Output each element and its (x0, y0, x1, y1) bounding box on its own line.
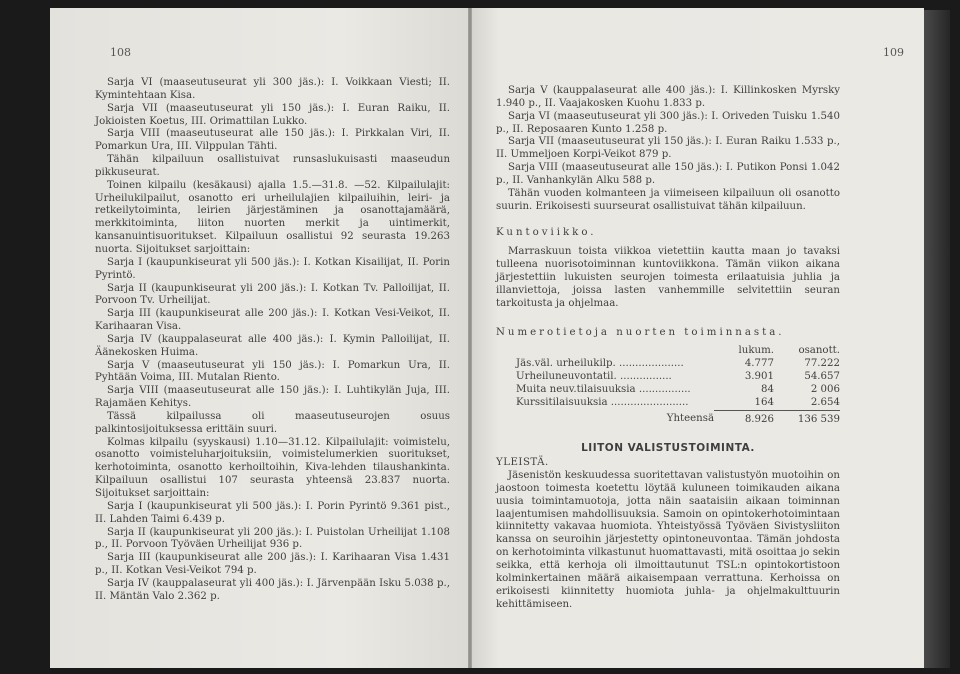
cell-osanott: 54.657 (804, 371, 840, 383)
paragraph: Sarja V (kauppalaseurat alle 400 jäs.): I. Killinkosken Myrsky 1.940 p., II. Vaajakosken Kuohu 1.833 p. (496, 85, 840, 109)
paragraph: Sarja VII (maaseutuseurat yli 150 jäs.): I. Euran Raiku 1.533 p., II. Ummeljoen Korpi-Veikot 879 p. (496, 136, 840, 161)
total-lukum: 8.926 (744, 413, 774, 425)
kuntoviikko-heading: Kuntoviikko. (496, 227, 597, 239)
paragraph: Sarja VIII (maaseutuseurat alle 150 jäs.): I. Luhtikylän Juja, III. Rajamäen Kehitys. (95, 385, 450, 410)
cell-osanott: 77.222 (804, 358, 840, 370)
table-row (516, 397, 840, 410)
statistics-table (516, 345, 840, 426)
table-row (516, 358, 840, 371)
paragraph: Tähän kilpailuun osallistuivat runsaslukuisasti maaseudun pikkuseurat. (95, 154, 450, 178)
paragraph: Sarja III (kaupunkiseurat alle 200 jäs.): I. Kotkan Vesi-Veikot, II. Karihaaran Visa. (95, 308, 450, 333)
paragraph: Sarja VI (maaseutuseurat yli 300 jäs.): I. Oriveden Tuisku 1.540 p., II. Reposaaren Kunto 1.258 p. (496, 110, 840, 135)
paragraph: Sarja II (kaupunkiseurat yli 200 jäs.): I. Puistolan Urheilijat 1.108 p., II. Porvoon Työväen Urheilijat 936 p. (95, 526, 450, 551)
page-number: 108 (110, 46, 131, 59)
row-label: Jäs.väl. urheilukilp. .................... (516, 358, 684, 370)
paragraph: Sarja IV (kauppalaseurat yli 400 jäs.): I. Järvenpään Isku 5.038 p., II. Mäntän Valo 2.362 p. (95, 577, 450, 602)
cell-lukum: 164 (714, 397, 774, 410)
row-label: Kurssitilaisuuksia ........................ (516, 396, 689, 408)
table-heading: Numerotietoja nuorten toiminnasta. (496, 326, 785, 338)
paragraph: Sarja V (maaseutuseurat yli 150 jäs.): I. Pomarkun Ura, II. Pyhtään Voima, III. Mutalan Riento. (95, 359, 450, 384)
paragraph: Sarja II (kaupunkiseurat yli 200 jäs.): I. Kotkan Tv. Palloilijat, II. Porvoon Tv. Urheilijat. (95, 282, 450, 307)
cell-lukum: 4.777 (744, 358, 774, 370)
paragraph: Sarja I (kaupunkiseurat yli 500 jäs.): I. Kotkan Kisailijat, II. Porin Pyrintö. (95, 256, 450, 281)
cell-osanott: 2.654 (774, 397, 840, 410)
row-label: Urheiluneuvontatil. ................ (516, 371, 672, 383)
paragraph: Sarja VI (maaseutuseurat yli 300 jäs.): I. Voikkaan Viesti; II. Kymintehtaan Kisa. (95, 77, 450, 101)
table-row (516, 371, 840, 384)
table-header-row (516, 345, 840, 358)
paragraph: Tähän vuoden kolmanteen ja viimeiseen kilpailuun oli osanotto suurin. Erikoisesti suurseurat osallistuivat tähän kilpailuun. (496, 187, 840, 212)
table-total-row (516, 410, 840, 426)
column-header: osanott. (798, 345, 840, 357)
column-header: lukum. (738, 345, 774, 357)
paragraph: Sarja I (kaupunkiseurat yli 500 jäs.): I. Porin Pyrintö 9.361 pist., II. Lahden Taimi 6.439 p. (95, 500, 450, 525)
paragraph: Sarja III (kaupunkiseurat alle 200 jäs.): I. Karihaaran Visa 1.431 p., II. Kotkan Vesi-Veikot 794 p. (95, 552, 450, 577)
subsection-label: YLEISTÄ. (496, 457, 549, 469)
paragraph: Sarja VIII (maaseutuseurat alle 150 jäs.): I. Putikon Ponsi 1.042 p., II. Vanhankylän Alku 588 p. (496, 162, 840, 186)
total-osanott: 136 539 (797, 413, 840, 425)
total-label: Yhteensä (666, 413, 715, 425)
right-page-text (496, 85, 840, 611)
paragraph: Kolmas kilpailu (syyskausi) 1.10—31.12. Kilpailulajit: voimistelu, osanotto voimisteluharjoituksiin, voimistelumerkien suoritukset, kerhotoiminta, osanotto kerhoiltoihin, Kiva-lehden tilaushankinta. Kilpailuun osallistui 107 seurasta yhteensä 23.837 nuorta. Sijoitukset sarjoittain: (95, 436, 450, 499)
paragraph: Marraskuun toista viikkoa vietettiin kautta maan jo tavaksi tulleena nuorisotoiminnan kuntoviikkona. Tämän viikon aikana järjestettiin lukuisten seurojen toimesta erilaatuisia juhlia ja illanviettoja, joissa lasten vanhemmille selvitettiin seuran tarkoitusta ja ohjelmaa. (496, 246, 840, 309)
left-page (50, 8, 468, 668)
cell-osanott: 2 006 (810, 383, 840, 395)
right-page (472, 8, 924, 668)
book-spine (924, 10, 950, 668)
page-number: 109 (883, 46, 904, 59)
paragraph: Jäsenistön keskuudessa suoritettavan valistustyön muotoihin on jaostoon toimesta koetettu löytää kuluneen toimikauden aikana uusia toimintamuotoja, jotta näin saataisiin aikaan toiminnan laajentumisen mahdollisuuksia. Samoin on opintokerhotoimintaan kiinnitetty vakavaa huomiota. Yhteistyössä Työväen Sivistysliiton kanssa on seuroihin järjestetty opintoneuvontaa. Tämän johdosta on kerhotoiminta vilkastunut huomattavasti, mitä osoittaa jo sekin seikka, että kerhoja oli ilmoittautunut TSL:n opintokortistoon kolminkertainen määrä aikaisempaan verrattuna. Kerhoissa on erikoisesti kiinnitetty huomiota juhla- ja ohjelmakulttuurin kehittämiseen. (496, 470, 840, 610)
paragraph: Sarja IV (kauppalaseurat alle 400 jäs.): I. Kymin Palloilijat, II. Äänekosken Huima. (95, 333, 450, 358)
paragraph: Sarja VII (maaseutuseurat yli 150 jäs.): I. Euran Raiku, II. Jokioisten Koetus, III. Orimattilan Lukko. (95, 102, 450, 127)
cell-lukum: 3.901 (744, 371, 774, 383)
paragraph: Sarja VIII (maaseutuseurat alle 150 jäs.): I. Pirkkalan Viri, II. Pomarkun Ura, III. Vilppulan Tähti. (95, 128, 450, 153)
row-label: Muita neuv.tilaisuuksia ................ (516, 383, 691, 395)
paragraph: Tässä kilpailussa oli maaseutuseurojen osuus palkintosijoituksessa erittäin suuri. (95, 410, 450, 435)
section-heading: LIITON VALISTUSTOIMINTA. (581, 442, 755, 455)
left-page-text (95, 77, 450, 604)
table-row (516, 384, 840, 397)
cell-lukum: 84 (761, 383, 774, 395)
paragraph: Toinen kilpailu (kesäkausi) ajalla 1.5.—31.8. —52. Kilpailulajit: Urheilukilpailut, osanotto eri urheilulajien kilpailuihin, leiri- ja retkeilytoiminta, leirien järjestäminen ja osanottajamäärä, merkkitoiminta, liiton nuorten merkit ja uintimerkit, kansanuintisuoritukset. Kilpailuun osallistui 92 seurasta 19.263 nuorta. Sijoitukset sarjoittain: (95, 179, 450, 255)
